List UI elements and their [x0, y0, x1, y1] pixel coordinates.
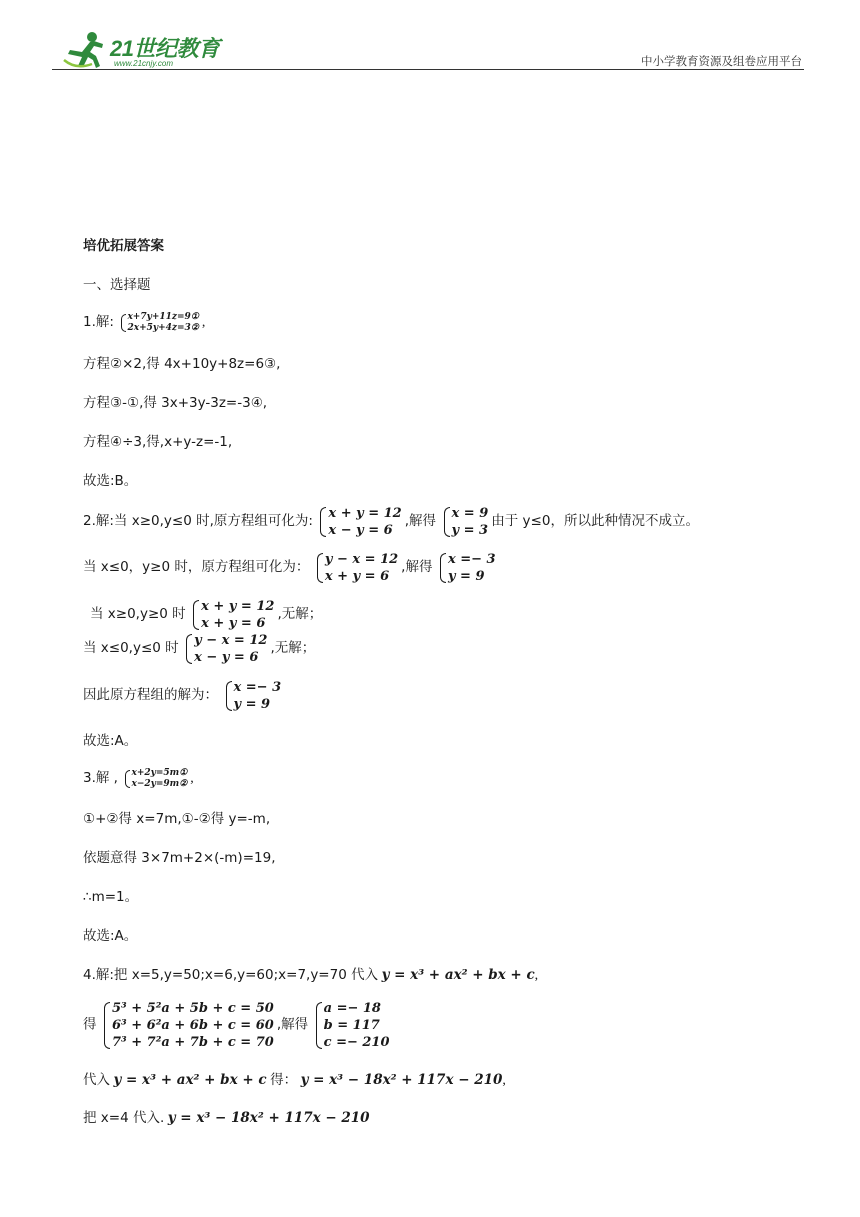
q4-system: 5³ + 5²a + 5b + c = 50 6³ + 6²a + 6b + c = 60 7³ + 7²a + 7b + c = 70 [103, 1000, 274, 1051]
q2-case-2-system: y − x = 12 x + y = 6 [316, 551, 398, 585]
page-header [52, 28, 804, 72]
logo-url: www.21cnjy.com [114, 59, 173, 68]
header-tagline: 中小学教育资源及组卷应用平台 [641, 54, 802, 68]
q2-case-1-solution: x = 9 y = 3 [443, 505, 489, 539]
q2-final-solution: x =− 3 y = 9 [225, 679, 282, 713]
header-divider [52, 69, 804, 70]
q2-answer: 故选:A。 [83, 733, 138, 749]
q1-label: 1.解: [83, 314, 114, 331]
section-heading: 一、选择题 [83, 277, 151, 293]
logo-text: 21世纪教育 [110, 36, 220, 61]
q1-step-2: 方程③-①,得 3x+3y-3z=-3④, [83, 395, 268, 411]
q2-case-2: 当 x≤0，y≥0 时，原方程组可化为： y − x = 12 x + y = 6 ,解得 x =− 3 y = 9 [83, 552, 496, 584]
logo [62, 28, 232, 72]
q2-case-3-system: x + y = 12 x + y = 6 [192, 598, 274, 632]
q4-system-line: 得 5³ + 5²a + 5b + c = 50 6³ + 6²a + 6b + c = 60 7³ + 7²a + 7b + c = 70 ,解得 a =− 18 b = 117 c =− 210 [83, 1001, 390, 1050]
q3-step-3: ∴m=1。 [83, 889, 139, 905]
q4-substitute: 代入 y = x³ + ax² + bx + c 得： y = x³ − 18x² + 117x − 210, [83, 1072, 506, 1088]
q1-header: 1.解: x+7y+11z=9① 2x+5y+4z=3② , [83, 312, 206, 333]
q4-equation: y = x³ + ax² + bx + c [381, 967, 535, 983]
q2-case-1-system: x + y = 12 x − y = 6 [319, 505, 401, 539]
q3-header: 3.解 , x+2y=5m① x−2y=9m② , [83, 768, 194, 789]
q2-case-4: 当 x≤0,y≤0 时 y − x = 12 x − y = 6 ,无解； [83, 633, 316, 665]
q3-step-1: ①+②得 x=7m,①-②得 y=-m, [83, 811, 271, 827]
q1-step-3: 方程④÷3,得,x+y-z=-1, [83, 434, 233, 450]
q4-last: 把 x=4 代入. y = x³ − 18x² + 117x − 210 [83, 1110, 370, 1126]
q2-case-1: 2.解:当 x≥0,y≤0 时,原方程组可化为: x + y = 12 x − y = 6 ,解得 x = 9 y = 3 由于 y≤0，所以此种情况不成立。 [83, 506, 699, 538]
runner-icon [62, 30, 108, 70]
q3-step-2: 依题意得 3×7m+2×(-m)=19, [83, 850, 276, 866]
q2-final: 因此原方程组的解为： x =− 3 y = 9 [83, 680, 282, 712]
doc-title: 培优拓展答案 [83, 238, 164, 254]
q1-step-1: 方程②×2,得 4x+10y+8z=6③, [83, 356, 281, 372]
q1-system: x+7y+11z=9① 2x+5y+4z=3② [120, 312, 198, 334]
q2-case-2-solution: x =− 3 y = 9 [439, 551, 496, 585]
q2-case-4-system: y − x = 12 x − y = 6 [185, 632, 267, 666]
q3-system: x+2y=5m① x−2y=9m② [124, 768, 187, 790]
q2-case-3: 当 x≥0,y≥0 时 x + y = 12 x + y = 6 ,无解； [90, 599, 323, 631]
q3-answer: 故选:A。 [83, 928, 138, 944]
q1-answer: 故选:B。 [83, 473, 138, 489]
q4-intro: 4.解:把 x=5,y=50;x=6,y=60;x=7,y=70 代入 y = x³ + ax² + bx + c, [83, 967, 539, 983]
q4-solution: a =− 18 b = 117 c =− 210 [315, 1000, 390, 1051]
